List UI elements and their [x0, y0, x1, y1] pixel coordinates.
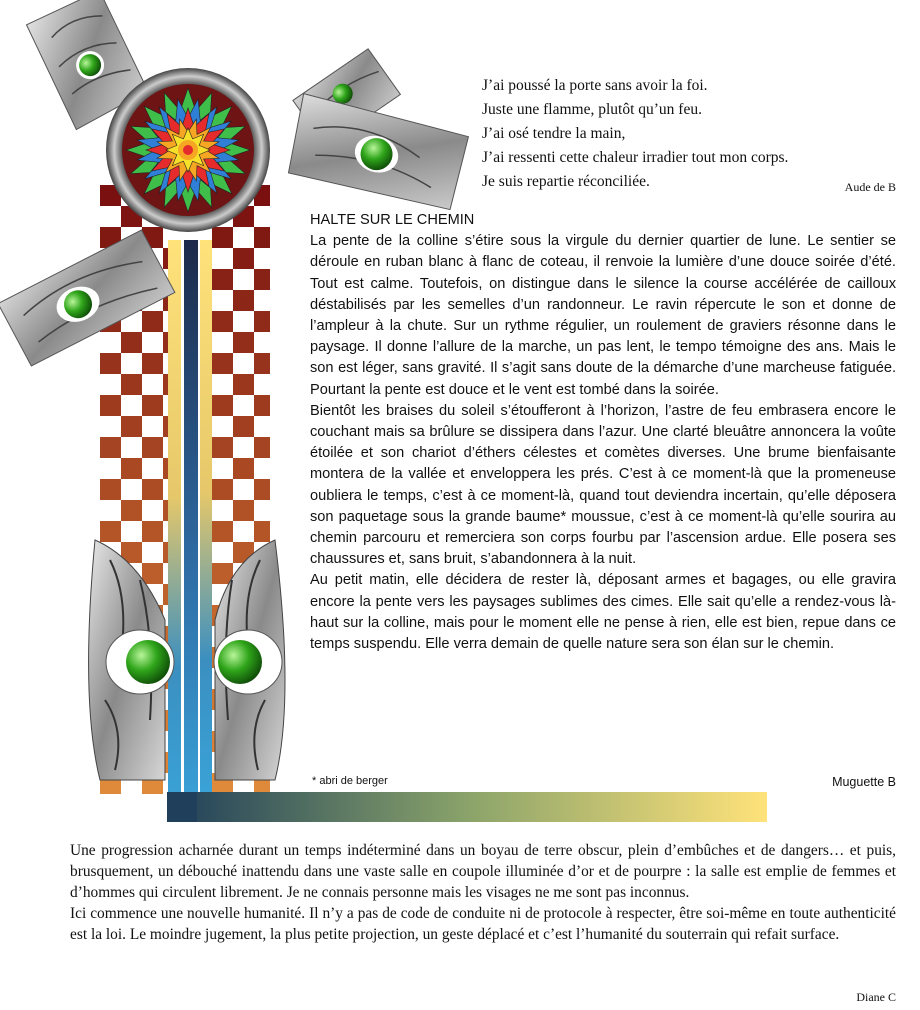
- gradient-bar-yellow-right: [200, 240, 212, 800]
- checker-cell: [212, 332, 233, 353]
- checker-cell: [142, 374, 163, 395]
- checker-cell: [212, 542, 233, 563]
- checker-cell: [100, 353, 121, 374]
- checker-cell: [100, 500, 121, 521]
- checker-cell: [100, 416, 121, 437]
- gradient-bar-yellow: [168, 240, 181, 810]
- checker-cell: [212, 311, 233, 332]
- checker-cell: [254, 332, 270, 353]
- checker-cell: [233, 332, 254, 353]
- checker-cell: [163, 332, 168, 353]
- checker-cell: [100, 395, 121, 416]
- checker-cell: [163, 353, 168, 374]
- checker-cell: [212, 290, 233, 311]
- checker-cell: [254, 374, 270, 395]
- checker-cell: [163, 374, 168, 395]
- checker-cell: [254, 290, 270, 311]
- checker-cell: [233, 290, 254, 311]
- checker-cell: [163, 416, 168, 437]
- checker-cell: [100, 374, 121, 395]
- checker-cell: [233, 269, 254, 290]
- closing-text: [70, 840, 896, 945]
- checker-cell: [142, 437, 163, 458]
- checker-cell: [121, 479, 142, 500]
- checker-cell: [142, 479, 163, 500]
- checker-cell: [254, 353, 270, 374]
- story-paragraph: Au petit matin, elle décidera de rester là, déposant armes et bagages, ou elle gravira encore la pente vers les paysages sublimes des cimes. Elle sait qu’elle a rendez-vous là-haut sur la colline, mais pour le moment elle ne pense à rien, elle est bien, repue dans ce temps suspendu. Elle verra demain de quelle nature sera son élan sur le chemin.: [310, 572, 896, 653]
- poem-line: Je suis repartie réconciliée.: [482, 173, 650, 190]
- checker-cell: [212, 521, 233, 542]
- checker-cell: [100, 521, 121, 542]
- checker-cell: [233, 416, 254, 437]
- poem-line: Juste une flamme, plutôt qu’un feu.: [482, 101, 702, 118]
- checker-cell: [163, 584, 168, 605]
- checker-cell: [212, 227, 233, 248]
- checker-cell: [163, 500, 168, 521]
- story-paragraph: La pente de la colline s’étire sous la virgule du dernier quartier de lune. Le sentier se déroule en ruban blanc à flanc de coteau, il renvoie la lumière d’une douce soirée d’été. Tout est calme. Toutefois, on distingue dans le silence la course accélérée de cailloux déstabilisés par les semelles d’un randonneur. Le ravin répercute le son et donne de l’ampleur à la chute. Sur un rythme régulier, un roulement de graviers résonne dans le paysage. Il donne l’allure de la marche, un pas lent, le tempo témoigne des ans. Mais le son est léger, sans gravité. Il s’agit sans doute de la démarche d’une marcheuse fatiguée. Pourtant la pente est douce et le vent est tombé dans la soirée.: [310, 233, 896, 398]
- checker-cell: [163, 227, 168, 248]
- checker-cell: [254, 269, 270, 290]
- checker-cell: [254, 416, 270, 437]
- gradient-bar-blue: [184, 240, 198, 810]
- checker-cell: [142, 416, 163, 437]
- checker-cell: [254, 248, 270, 269]
- checker-cell: [163, 542, 168, 563]
- checker-cell: [212, 269, 233, 290]
- checker-cell: [142, 563, 163, 584]
- checker-cell: [163, 437, 168, 458]
- checker-cell: [142, 458, 163, 479]
- checker-cell: [233, 521, 254, 542]
- checker-cell: [212, 437, 233, 458]
- checker-cell: [254, 458, 270, 479]
- checker-cell: [163, 521, 168, 542]
- checker-cell: [163, 563, 168, 584]
- checker-cell: [212, 248, 233, 269]
- checker-cell: [121, 416, 142, 437]
- checker-cell: [254, 437, 270, 458]
- checker-cell: [233, 353, 254, 374]
- checker-cell: [163, 395, 168, 416]
- poem-author: Aude de B: [844, 180, 896, 194]
- checker-cell: [233, 311, 254, 332]
- gradient-bar-horizontal: [167, 792, 767, 822]
- checker-cell: [142, 500, 163, 521]
- checker-cell: [100, 332, 121, 353]
- closing-author: Diane C: [856, 990, 896, 1004]
- checker-cell: [142, 353, 163, 374]
- checker-cell: [254, 479, 270, 500]
- checker-cell: [233, 479, 254, 500]
- checker-cell: [121, 458, 142, 479]
- mandala-medallion: [106, 68, 270, 232]
- checker-cell: [100, 206, 121, 227]
- checker-cell: [100, 437, 121, 458]
- story: [310, 210, 896, 655]
- checker-cell: [212, 395, 233, 416]
- story-title: HALTE SUR LE CHEMIN: [310, 212, 475, 228]
- checker-cell: [254, 227, 270, 248]
- checker-cell: [163, 479, 168, 500]
- story-paragraph: Bientôt les braises du soleil s’étoufferont à l’horizon, l’astre de feu embrasera encore le couchant mais sa brûlure se dissipera dans l’azur. Une clarté bleuâtre annoncera la voûte étoilée et son chariot d’éthers célestes et comètes diverses. Une brume bienfaisante montera de la vallée et enveloppera les prés. C’est à ce moment-là que la promeneuse oubliera le temps, c’est à ce moment-là, quand tout deviendra incertain, qu’elle déposera son paquetage sous la grande baume* moussue, c’est à ce moment-là qu’elle sourira au chemin parcouru et remerciera son corps fourbu par l’ascension ardue. Elle posera ses chaussures et, sans bruit, s’abandonnera à la nuit.: [310, 402, 896, 568]
- checker-cell: [233, 248, 254, 269]
- checker-cell: [212, 500, 233, 521]
- checker-cell: [212, 353, 233, 374]
- checker-cell: [212, 416, 233, 437]
- checker-cell: [233, 374, 254, 395]
- checker-cell: [212, 458, 233, 479]
- checker-cell: [212, 374, 233, 395]
- story-author: Muguette B: [832, 775, 896, 789]
- checker-cell: [121, 437, 142, 458]
- checker-cell: [254, 311, 270, 332]
- checker-cell: [233, 437, 254, 458]
- poem-line: J’ai ressenti cette chaleur irradier tout mon corps.: [482, 149, 789, 166]
- checker-cell: [254, 521, 270, 542]
- checker-cell: [121, 353, 142, 374]
- poem-line: J’ai poussé la porte sans avoir la foi.: [482, 77, 708, 94]
- checker-cell: [212, 479, 233, 500]
- checker-cell: [233, 395, 254, 416]
- checker-cell: [233, 227, 254, 248]
- checker-cell: [121, 374, 142, 395]
- checker-cell: [142, 521, 163, 542]
- checker-cell: [233, 500, 254, 521]
- checker-cell: [121, 332, 142, 353]
- checker-cell: [142, 395, 163, 416]
- poem-line: J’ai osé tendre la main,: [482, 125, 626, 142]
- checker-cell: [163, 311, 168, 332]
- checker-cell: [121, 521, 142, 542]
- story-footnote: * abri de berger: [312, 775, 388, 787]
- checker-cell: [121, 500, 142, 521]
- checker-cell: [163, 248, 168, 269]
- checker-cell: [163, 458, 168, 479]
- closing-paragraph: Une progression acharnée durant un temps indéterminé dans un boyau de terre obscur, plein d’embûches et de dangers… et puis, brusquement, un débouché inattendu dans une vaste salle en coupole illuminée d’or et de pourpre : la salle est emplie de femmes et d’hommes qui circulent librement. Je ne connais personne mais les visages ne me sont pas inconnus.: [70, 842, 896, 901]
- checker-cell: [142, 332, 163, 353]
- checker-cell: [254, 206, 270, 227]
- checker-cell: [100, 458, 121, 479]
- checker-cell: [142, 311, 163, 332]
- checker-cell: [254, 500, 270, 521]
- checker-cell: [121, 395, 142, 416]
- checker-cell: [254, 395, 270, 416]
- checker-cell: [100, 479, 121, 500]
- poem: [482, 74, 902, 194]
- checker-cell: [142, 542, 163, 563]
- closing-paragraph: Ici commence une nouvelle humanité. Il n’y a pas de code de conduite ni de protocole à respecter, être soi-même en toute authenticité est la loi. Le moindre jugement, la plus petite projection, un geste déplacé et c’est l’humanité du souterrain qui refait surface.: [70, 905, 896, 943]
- checker-cell: [233, 458, 254, 479]
